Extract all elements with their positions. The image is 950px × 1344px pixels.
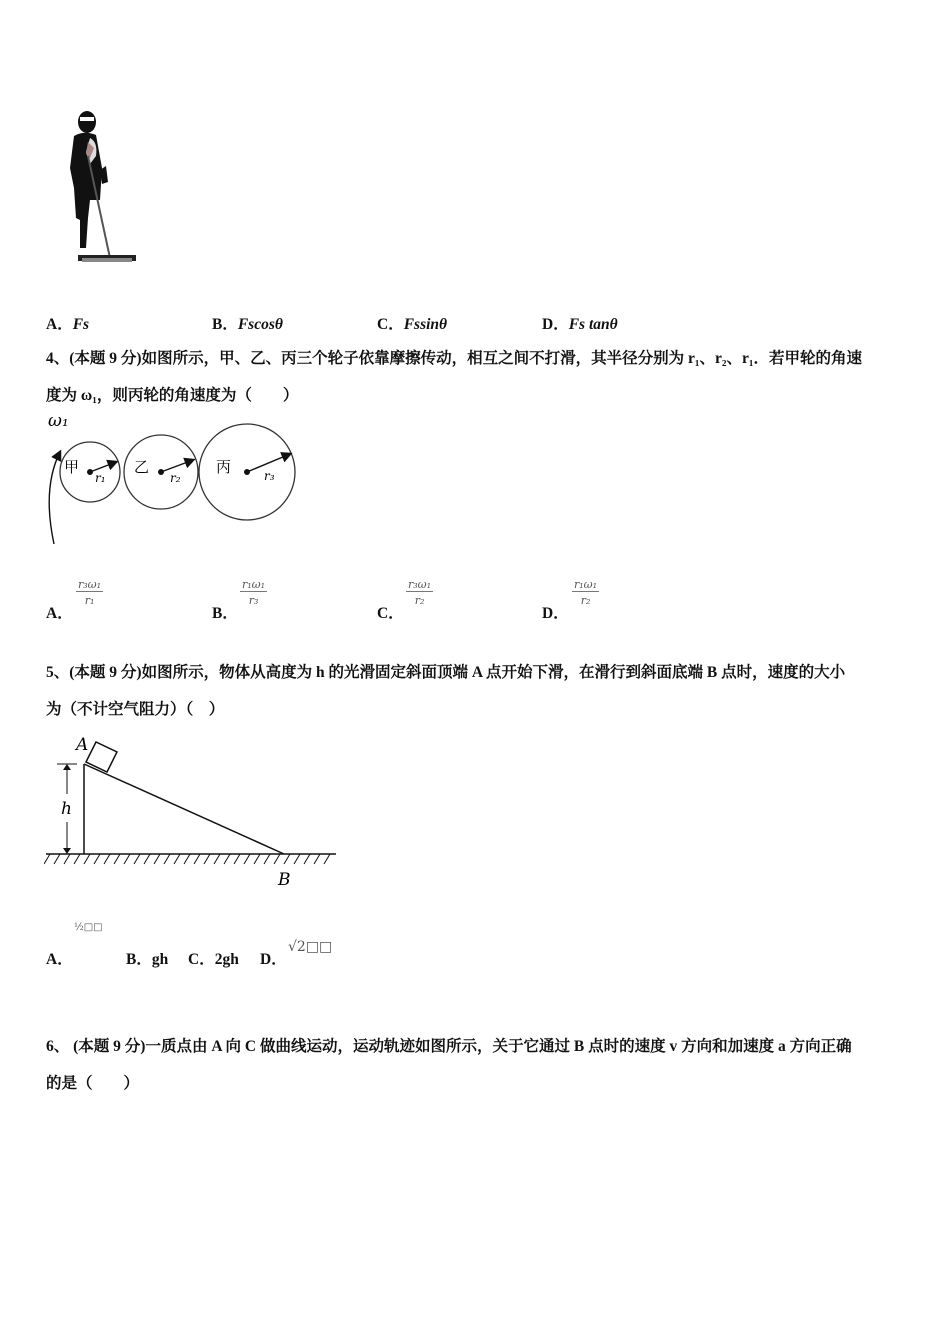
q4-rotation-arrow	[49, 452, 60, 544]
q3-option-b[interactable]	[212, 312, 283, 334]
q5-option-d-expression: √2□□	[288, 939, 333, 955]
wheel-jia-radius: r₁	[95, 471, 106, 485]
q3-option-d[interactable]	[542, 312, 618, 334]
q5-option-d-key: D．	[260, 951, 287, 968]
point-a-label: A	[76, 735, 89, 755]
q5-option-b[interactable]	[126, 947, 168, 969]
q4-option-a-key: A．	[46, 605, 73, 622]
q4-omega-label: ω₁	[48, 411, 69, 431]
q4-option-d[interactable]	[542, 601, 569, 623]
q5-option-d[interactable]	[260, 947, 287, 969]
q4-option-a-numerator: r₃ω₁	[78, 578, 102, 591]
wheel-yi-radius: r₂	[170, 471, 181, 485]
q6-stem-line1: 6、 (本题 9 分)一质点由 A 向 C 做曲线运动，运动轨迹如图所示，关于它通过 B 点时的速度 v 方向和加速度 a 方向正确	[46, 1038, 852, 1055]
q4-stem-line1: 4、(本题 9 分)如图所示，甲、乙、丙三个轮子依靠摩擦传动，相互之间不打滑，其半径分别为 r₁、r₂、r₁．若甲轮的角速	[46, 350, 863, 367]
q3-option-d-value: Fs tanθ	[568, 316, 618, 333]
q4-option-a-fraction	[76, 578, 103, 607]
q4-option-c[interactable]	[377, 601, 404, 623]
q5-option-a-expression: ½□□	[74, 922, 103, 933]
q3-option-b-key: B．	[212, 316, 238, 333]
q3-option-a-key: A．	[46, 316, 73, 333]
q4-option-c-numerator: r₃ω₁	[408, 578, 432, 591]
q5-option-a[interactable]	[46, 947, 73, 969]
q4-option-b-key: B．	[212, 605, 238, 622]
q4-option-b-fraction	[240, 578, 267, 607]
q5-option-b-key: B．	[126, 951, 152, 968]
q4-option-a-denominator: r₁	[84, 594, 95, 607]
mopping-person-figure	[60, 108, 140, 270]
q4-option-d-denominator: r₂	[580, 594, 591, 607]
q4-option-c-fraction	[406, 578, 433, 607]
q5-option-c-key: C．	[188, 951, 215, 968]
q6-stem-line2: 的是（ ）	[46, 1075, 140, 1092]
q4-option-b[interactable]	[212, 601, 238, 623]
q5-option-c[interactable]	[188, 947, 239, 969]
wheel-jia-label: 甲	[64, 458, 80, 476]
q4-option-a[interactable]	[46, 601, 73, 623]
wheel-bing-radius: r₃	[264, 469, 275, 483]
wheel-bing-label: 丙	[216, 458, 232, 476]
q4-option-b-denominator: r₃	[248, 594, 259, 607]
q5-option-a-key: A．	[46, 951, 73, 968]
q3-option-c-key: C．	[377, 316, 404, 333]
point-b-label: B	[278, 870, 291, 890]
q5-option-b-value: gh	[151, 951, 169, 968]
q4-option-b-numerator: r₁ω₁	[242, 578, 266, 591]
q3-option-c[interactable]	[377, 312, 447, 334]
q3-option-c-value: Fssinθ	[403, 316, 448, 333]
q5-stem-line1: 5、(本题 9 分)如图所示，物体从高度为 h 的光滑固定斜面顶端 A 点开始下滑，在滑行到斜面底端 B 点时，速度的大小	[46, 664, 846, 681]
q5-stem-line2: 为（不计空气阻力）（ ）	[46, 701, 225, 718]
q3-option-d-key: D．	[542, 316, 569, 333]
q4-option-c-key: C．	[377, 605, 404, 622]
q4-stem-line2: 度为 ω₁，则丙轮的角速度为（ ）	[46, 387, 299, 404]
q4-wheels-figure	[40, 410, 305, 550]
q4-option-d-key: D．	[542, 605, 569, 622]
q5-incline-figure	[44, 732, 340, 892]
q4-option-d-numerator: r₁ω₁	[574, 578, 598, 591]
q3-option-a[interactable]	[46, 312, 89, 334]
q3-option-a-value: Fs	[72, 316, 90, 333]
height-label: h	[61, 799, 72, 819]
q3-option-b-value: Fscosθ	[237, 316, 283, 333]
q4-option-d-fraction	[572, 578, 599, 607]
q5-option-c-value: 2gh	[214, 951, 239, 968]
wheel-yi-label: 乙	[134, 458, 150, 476]
q4-option-c-denominator: r₂	[414, 594, 425, 607]
